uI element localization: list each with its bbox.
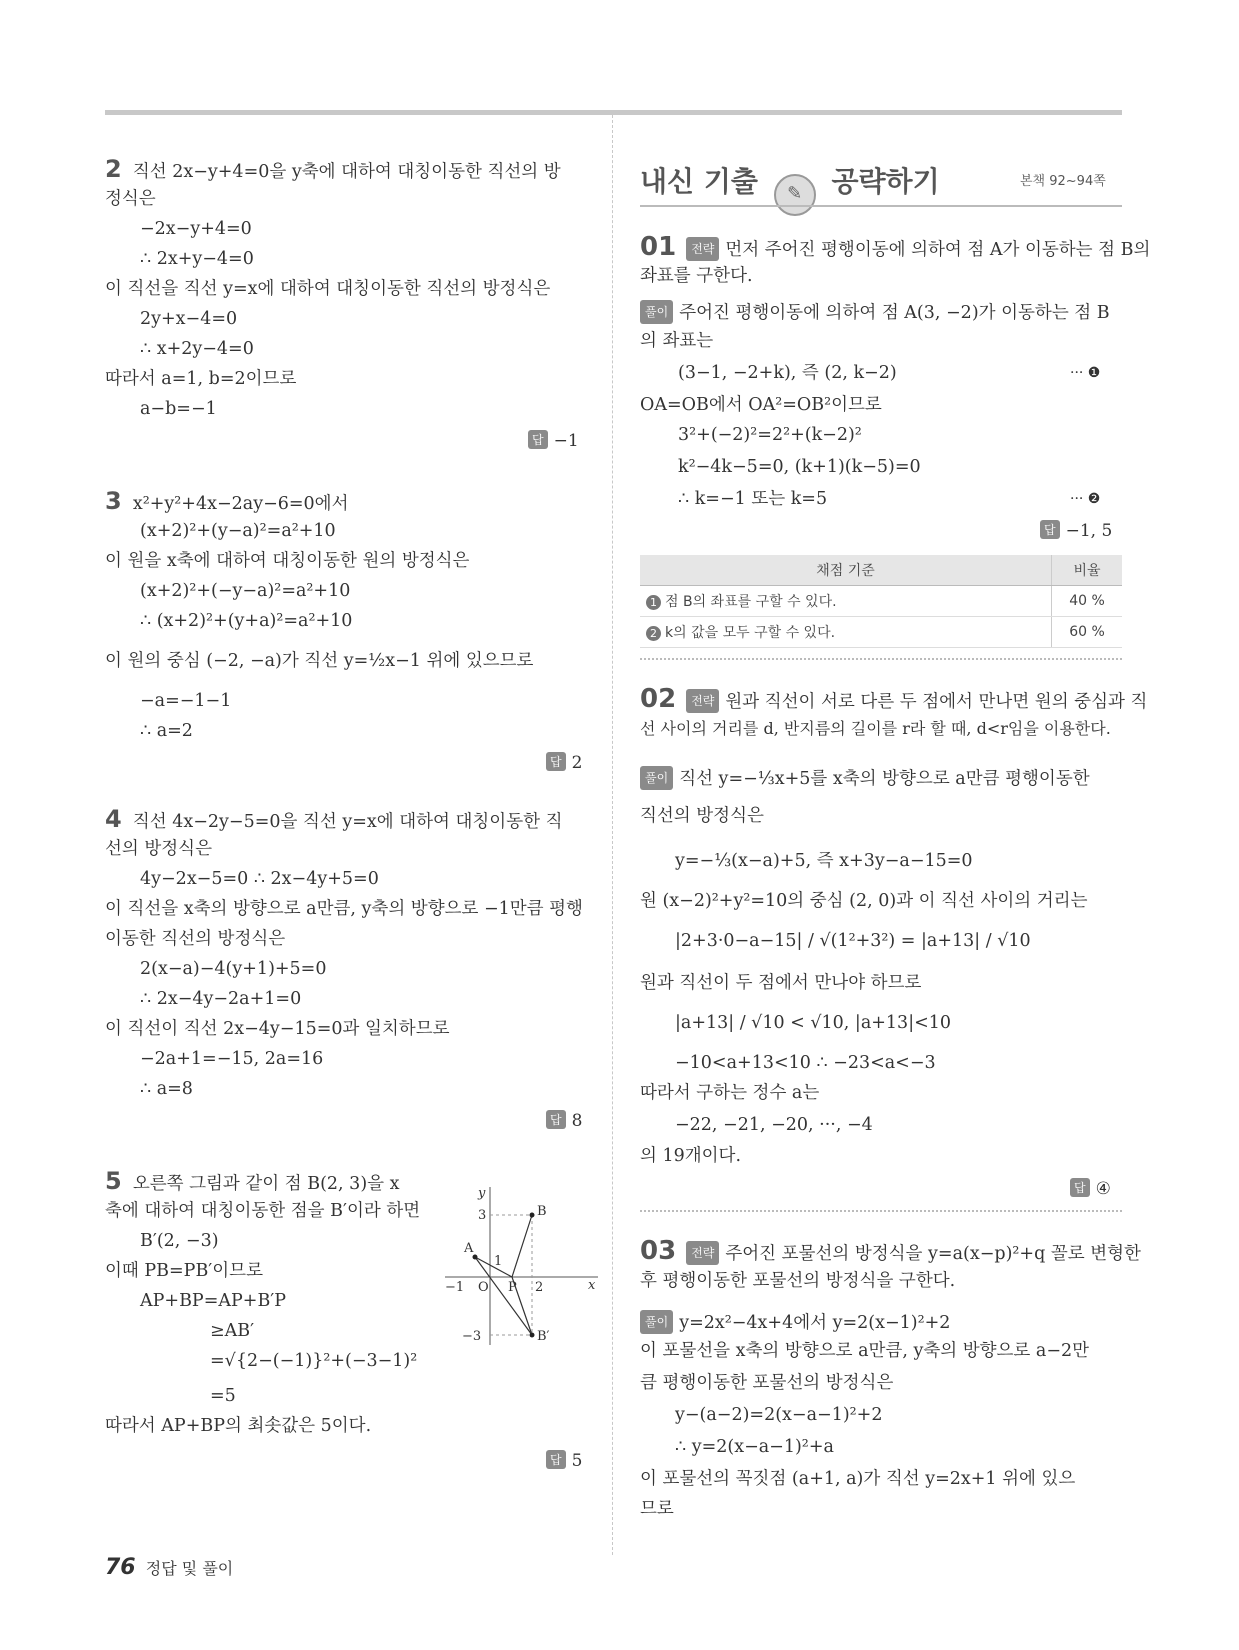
answer-tag: 답 — [546, 1450, 566, 1469]
problem-number: 5 — [105, 1167, 122, 1195]
answer-tag: 답 — [528, 430, 548, 449]
equation: −10<a+13<10 ∴ −23<a<−3 — [675, 1053, 936, 1073]
segment-ab-prime — [475, 1257, 532, 1335]
x-axis-label: x — [588, 1278, 596, 1293]
label-b-prime: B′ — [537, 1329, 550, 1344]
answer-value: 5 — [571, 1451, 583, 1471]
answer-value: 2 — [571, 753, 583, 773]
equation: ∴ k=−1 또는 k=5 — [678, 489, 828, 509]
text-line: 따라서 AP+BP의 최솟값은 5이다. — [105, 1416, 372, 1436]
text-line: 원 (x−2)²+y²=10의 중심 (2, 0)과 이 직선 사이의 거리는 — [640, 891, 1088, 911]
table-row — [640, 586, 1122, 617]
label-o: O — [478, 1280, 489, 1295]
ratio-value: 60 % — [1052, 617, 1123, 648]
text-line: 이 직선을 직선 y=x에 대하여 대칭이동한 직선의 방정식은 — [105, 279, 551, 299]
strategy-text: 후 평행이동한 포물선의 방정식을 구한다. — [640, 1271, 956, 1291]
grading-table — [640, 555, 1122, 648]
equation: (3−1, −2+k), 즉 (2, k−2) — [678, 363, 897, 383]
answer — [546, 1450, 582, 1471]
question-number: 02 — [640, 684, 677, 714]
equation: =√{2−(−1)}²+(−3−1)² — [210, 1351, 418, 1371]
step-marker: ··· ❶ — [1070, 365, 1101, 381]
solution-tag: 풀이 — [640, 300, 673, 324]
top-rule — [105, 110, 1122, 115]
label-b: B — [537, 1204, 547, 1219]
problem-number: 4 — [105, 805, 122, 833]
coordinate-figure — [440, 1185, 600, 1350]
text-line: 이 직선이 직선 2x−4y−15=0과 일치하므로 — [105, 1019, 450, 1039]
section-rule — [640, 1210, 1122, 1212]
text-line: 축에 대하여 대칭이동한 점을 B′이라 하면 — [105, 1201, 421, 1221]
equation: −22, −21, −20, ···, −4 — [675, 1115, 873, 1135]
equation: a−b=−1 — [140, 399, 217, 419]
segment-pb — [512, 1215, 532, 1277]
criteria-text: k의 값을 모두 구할 수 있다. — [665, 625, 836, 641]
question-number: 03 — [640, 1236, 677, 1266]
equation: ∴ y=2(x−a−1)²+a — [675, 1437, 834, 1457]
strategy-text: 주어진 포물선의 방정식을 y=a(x−p)²+q 꼴로 변형한 — [725, 1244, 1141, 1264]
equation: 2(x−a)−4(y+1)+5=0 — [140, 959, 327, 979]
text-line: 선의 방정식은 — [105, 839, 212, 859]
equation: ∴ a=2 — [140, 721, 193, 741]
equation: (x+2)²+(−y−a)²=a²+10 — [140, 581, 351, 601]
text-line: 직선 4x−2y−5=0을 직선 y=x에 대하여 대칭이동한 직 — [132, 812, 563, 832]
ratio-value: 40 % — [1052, 586, 1123, 617]
text-line: 므로 — [640, 1499, 674, 1519]
equation: −2x−y+4=0 — [140, 219, 252, 239]
equation: x²+y²+4x−2ay−6=0에서 — [132, 494, 349, 514]
text-line: 직선 2x−y+4=0을 y축에 대하여 대칭이동한 직선의 방 — [132, 162, 561, 182]
text-line: 원과 직선이 두 점에서 만나야 하므로 — [640, 973, 922, 993]
answer-tag: 답 — [1070, 1178, 1090, 1197]
solution-tag: 풀이 — [640, 766, 673, 790]
point-b-prime — [530, 1333, 535, 1338]
text-line: 따라서 구하는 정수 a는 — [640, 1083, 820, 1103]
answer — [528, 430, 579, 451]
equation: ∴ x+2y−4=0 — [140, 339, 254, 359]
solution-tag: 풀이 — [640, 1310, 673, 1334]
section-rule — [640, 658, 1122, 660]
text-line: 직선 y=−⅓x+5를 x축의 방향으로 a만큼 평행이동한 — [679, 769, 1090, 789]
answer — [1040, 520, 1112, 541]
equation: |a+13| / √10 < √10, |a+13|<10 — [675, 1013, 952, 1033]
text-line: 큼 평행이동한 포물선의 방정식은 — [640, 1373, 894, 1393]
text-line: 이 직선을 x축의 방향으로 a만큼, y축의 방향으로 −1만큼 평행 — [105, 899, 583, 919]
answer-tag: 답 — [546, 1110, 566, 1129]
text-line: 의 19개이다. — [640, 1146, 742, 1166]
text-line: 따라서 a=1, b=2이므로 — [105, 369, 297, 389]
text-line: 이때 PB=PB′이므로 — [105, 1261, 263, 1281]
equation: AP+BP=AP+B′P — [140, 1291, 287, 1311]
header-rule — [640, 205, 1122, 207]
header-ratio: 비율 — [1052, 555, 1123, 586]
equation: 2y+x−4=0 — [140, 309, 238, 329]
header-title-a: 내신 기출 — [640, 165, 758, 198]
equation: y=2x²−4x+4에서 y=2(x−1)²+2 — [679, 1313, 951, 1333]
text-line: 이 포물선의 꼭짓점 (a+1, a)가 직선 y=2x+1 위에 있으 — [640, 1469, 1076, 1489]
page-number: 76 — [105, 1555, 136, 1580]
answer-tag: 답 — [1040, 520, 1060, 539]
equation: |2+3·0−a−15| / √(1²+3²) = |a+13| / √10 — [675, 931, 1031, 951]
answer-value: −1, 5 — [1065, 521, 1113, 541]
text-line: 직선의 방정식은 — [640, 806, 764, 826]
equation: y=−⅓(x−a)+5, 즉 x+3y−a−15=0 — [675, 851, 973, 871]
problem-number: 2 — [105, 155, 122, 183]
label-p: P — [508, 1280, 517, 1295]
equation: ∴ a=8 — [140, 1079, 193, 1099]
problem-number: 3 — [105, 487, 122, 515]
answer-value: −1 — [553, 431, 579, 451]
answer-value: 8 — [571, 1111, 583, 1131]
equation: =5 — [210, 1386, 236, 1406]
answer-tag: 답 — [546, 752, 566, 771]
strategy-text: 원과 직선이 서로 다른 두 점에서 만나면 원의 중심과 직 — [725, 692, 1148, 712]
tick-3: 3 — [478, 1208, 487, 1223]
equation: 3²+(−2)²=2²+(k−2)² — [678, 425, 862, 445]
equation: k²−4k−5=0, (k+1)(k−5)=0 — [678, 457, 921, 477]
text-line: 이동한 직선의 방정식은 — [105, 929, 286, 949]
equation: ∴ (x+2)²+(y+a)²=a²+10 — [140, 611, 353, 631]
text-line: 이 원의 중심 (−2, −a)가 직선 y=½x−1 위에 있으므로 — [105, 651, 534, 671]
tick-2: 2 — [535, 1280, 544, 1295]
equation: (x+2)²+(y−a)²=a²+10 — [140, 521, 336, 541]
table-header-row — [640, 555, 1122, 586]
strategy-text: 좌표를 구한다. — [640, 266, 753, 286]
step-2-icon: 2 — [646, 626, 661, 641]
header-criteria: 채점 기준 — [640, 555, 1052, 586]
text-line: 이 원을 x축에 대하여 대칭이동한 원의 방정식은 — [105, 551, 470, 571]
strategy-tag: 전략 — [686, 1241, 719, 1265]
answer — [546, 752, 582, 773]
answer-value: ④ — [1095, 1179, 1111, 1199]
strategy-tag: 전략 — [686, 237, 719, 261]
table-row — [640, 617, 1122, 648]
answer — [1070, 1178, 1111, 1199]
footer-label: 정답 및 풀이 — [145, 1559, 234, 1578]
text-line: 오른쪽 그림과 같이 점 B(2, 3)을 x — [132, 1174, 400, 1194]
text-line: 주어진 평행이동에 의하여 점 A(3, −2)가 이동하는 점 B — [679, 303, 1110, 323]
text-line: 의 좌표는 — [640, 331, 714, 351]
answer — [546, 1110, 582, 1131]
page-footer — [105, 1555, 233, 1580]
step-1-icon: 1 — [646, 595, 661, 610]
equation: −a=−1−1 — [140, 691, 232, 711]
equation: ∴ 2x+y−4=0 — [140, 249, 254, 269]
section-header — [640, 160, 940, 216]
header-title-b: 공략하기 — [831, 165, 940, 198]
criteria-text: 점 B의 좌표를 구할 수 있다. — [665, 594, 837, 610]
tick-minus-1: −1 — [445, 1280, 465, 1295]
step-marker: ··· ❷ — [1070, 491, 1101, 507]
column-divider — [612, 115, 613, 1555]
equation: −2a+1=−15, 2a=16 — [140, 1049, 324, 1069]
strategy-text: 먼저 주어진 평행이동에 의하여 점 A가 이동하는 점 B의 — [725, 240, 1151, 260]
text-line: 정식은 — [105, 189, 156, 209]
strategy-text: 선 사이의 거리를 d, 반지름의 길이를 r라 할 때, d<r임을 이용한다. — [640, 719, 1111, 738]
text-line: 이 포물선을 x축의 방향으로 a만큼, y축의 방향으로 a−2만 — [640, 1341, 1090, 1361]
tick-1: 1 — [494, 1254, 503, 1269]
text-line: OA=OB에서 OA²=OB²이므로 — [640, 395, 882, 415]
equation: B′(2, −3) — [140, 1231, 219, 1251]
y-axis-label: y — [478, 1186, 486, 1201]
pencil-icon: ✎ — [774, 174, 816, 216]
equation: y−(a−2)=2(x−a−1)²+2 — [675, 1405, 883, 1425]
page-reference: 본책 92~94쪽 — [1020, 174, 1106, 189]
equation: 4y−2x−5=0 ∴ 2x−4y+5=0 — [140, 869, 379, 889]
label-a: A — [464, 1241, 474, 1256]
strategy-tag: 전략 — [686, 689, 719, 713]
equation: ∴ 2x−4y−2a+1=0 — [140, 989, 302, 1009]
point-b — [530, 1213, 535, 1218]
tick-minus-3: −3 — [462, 1329, 482, 1344]
question-number: 01 — [640, 232, 677, 262]
equation: ≥AB′ — [210, 1321, 255, 1341]
